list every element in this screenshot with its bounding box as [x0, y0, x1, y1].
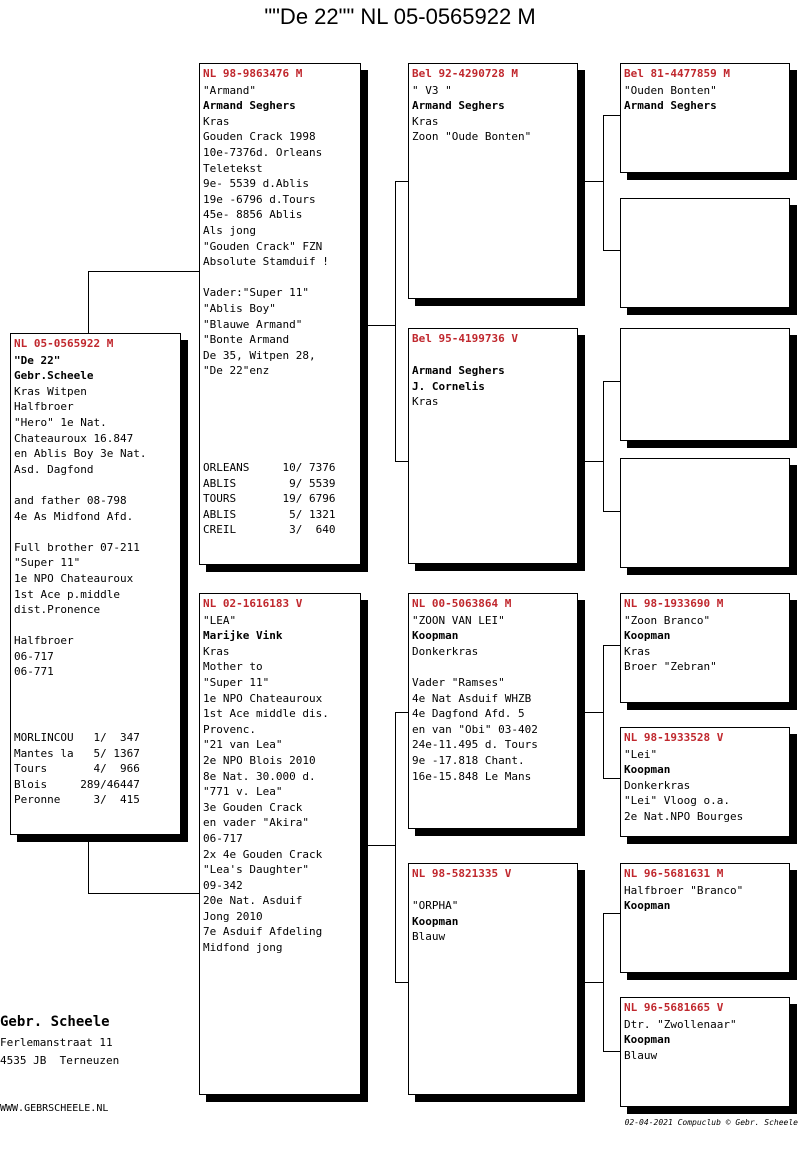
- pedigree-line: Als jong: [203, 223, 256, 237]
- father-card: [199, 63, 361, 565]
- pedigree-line: Jong 2010: [203, 909, 263, 923]
- grandsire-maternal-card: [408, 593, 578, 829]
- pedigree-line: 2x 4e Gouden Crack: [203, 847, 323, 861]
- result-line: Peronne 3/ 415: [14, 793, 140, 807]
- connector: [603, 250, 620, 251]
- pedigree-line: Absolute Stamduif !: [203, 255, 329, 269]
- result-line: ABLIS 5/ 1321: [203, 507, 336, 521]
- pedigree-line: Koopman: [624, 899, 671, 913]
- granddam-paternal-card: [408, 328, 578, 564]
- pedigree-line: Kras Witpen: [14, 384, 87, 398]
- pedigree-line: 10e-7376d. Orleans: [203, 145, 323, 159]
- pedigree-line: [412, 883, 574, 899]
- owner-address-city: 4535 JB Terneuzen: [0, 1054, 120, 1067]
- pedigree-line: 06-717: [203, 831, 243, 845]
- pedigree-line: "Super 11": [14, 556, 81, 570]
- pedigree-line: "21 van Lea": [203, 738, 283, 752]
- pedigree-line: "Lei" Vloog o.a.: [624, 794, 730, 808]
- pedigree-line: 1st Ace p.middle: [14, 587, 120, 601]
- ring-number: NL 02-1616183 V: [203, 597, 303, 610]
- subject-card: [10, 333, 181, 835]
- connector: [603, 645, 604, 778]
- pedigree-line: dist.Pronence: [14, 603, 101, 617]
- connector: [603, 115, 620, 116]
- pedigree-line: 8e Nat. 30.000 d.: [203, 769, 316, 783]
- connector: [395, 181, 408, 182]
- pedigree-line: "ZOON VAN LEI": [412, 613, 505, 627]
- pedigree-line: [14, 524, 177, 540]
- pedigree-line: "Ouden Bonten": [624, 83, 717, 97]
- page-title: ""De 22"" NL 05-0565922 M: [264, 4, 536, 29]
- pedigree-line: "De 22": [14, 353, 61, 367]
- pedigree-line: Asd. Dagfond: [14, 462, 94, 476]
- connector: [603, 913, 604, 1051]
- pedigree-line: en Ablis Boy 3e Nat.: [14, 447, 147, 461]
- ring-number: NL 05-0565922 M: [14, 337, 114, 350]
- pedigree-line: 19e -6796 d.Tours: [203, 192, 316, 206]
- pedigree-line: Koopman: [412, 914, 459, 928]
- pedigree-line: Halfbroer: [14, 634, 74, 648]
- pedigree-line: "Blauwe Armand": [203, 317, 303, 331]
- pedigree-line: en van "Obi" 03-402: [412, 722, 538, 736]
- pedigree-line: Broer "Zebran": [624, 660, 717, 674]
- pedigree-line: Halfbroer "Branco": [624, 883, 744, 897]
- pedigree-line: Koopman: [624, 1033, 671, 1047]
- connector: [395, 712, 408, 713]
- pedigree-line: Vader "Ramses": [412, 675, 505, 689]
- connector: [578, 982, 603, 983]
- pedigree-line: Marijke Vink: [203, 629, 283, 643]
- pedigree-line: "Ablis Boy": [203, 301, 276, 315]
- pedigree-line: 4e As Midfond Afd.: [14, 509, 134, 523]
- pedigree-line: 1e NPO Chateauroux: [14, 571, 134, 585]
- pedigree-line: Kras: [412, 395, 439, 409]
- result-line: Blois 289/46447: [14, 777, 140, 791]
- result-line: Mantes la 5/ 1367: [14, 746, 140, 760]
- pedigree-line: Vader:"Super 11": [203, 286, 309, 300]
- result-line: TOURS 19/ 6796: [203, 492, 336, 506]
- great-grandparent-card: [620, 458, 790, 568]
- connector: [395, 461, 408, 462]
- pedigree-line: 7e Asduif Afdeling: [203, 925, 323, 939]
- pedigree-line: J. Cornelis: [412, 379, 485, 393]
- pedigree-line: en vader "Akira": [203, 816, 309, 830]
- pedigree-line: [203, 270, 357, 286]
- pedigree-line: Donkerkras: [412, 644, 479, 658]
- granddam-maternal-card: [408, 863, 578, 1095]
- connector: [578, 712, 603, 713]
- pedigree-line: Zoon "Oude Bonten": [412, 130, 532, 144]
- pedigree-line: Blauw: [624, 1048, 658, 1062]
- results-list: [203, 460, 335, 538]
- connector: [603, 381, 620, 382]
- pedigree-line: "De 22"enz: [203, 364, 270, 378]
- pedigree-line: 24e-11.495 d. Tours: [412, 738, 538, 752]
- pedigree-line: "Zoon Branco": [624, 613, 711, 627]
- pedigree-line: Full brother 07-211: [14, 540, 140, 554]
- pedigree-line: "771 v. Lea": [203, 785, 283, 799]
- connector: [395, 712, 396, 982]
- pedigree-line: Kras: [203, 114, 230, 128]
- pedigree-line: Kras: [203, 644, 230, 658]
- pedigree-line: Provenc.: [203, 722, 256, 736]
- pedigree-line: 2e NPO Blois 2010: [203, 753, 316, 767]
- connector: [578, 461, 603, 462]
- pedigree-line: " V3 ": [412, 83, 452, 97]
- owner-name: Gebr. Scheele: [0, 1014, 110, 1030]
- connector: [603, 381, 604, 511]
- result-line: ORLEANS 10/ 7376: [203, 461, 336, 474]
- connector: [361, 845, 395, 846]
- connector: [578, 181, 603, 182]
- pedigree-line: Koopman: [624, 763, 671, 777]
- pedigree-line: 1st Ace middle dis.: [203, 707, 329, 721]
- pedigree-line: Blauw: [412, 930, 446, 944]
- website-link[interactable]: WWW.GEBRSCHEELE.NL: [0, 1103, 109, 1114]
- pedigree-line: 9e -17.818 Chant.: [412, 753, 525, 767]
- grandsire-paternal-card: [408, 63, 578, 299]
- pedigree-line: Koopman: [412, 629, 459, 643]
- pedigree-line: "ORPHA": [412, 899, 459, 913]
- pedigree-line: Koopman: [624, 629, 671, 643]
- connector: [88, 893, 200, 894]
- ring-number: NL 96-5681665 V: [624, 1001, 724, 1014]
- great-grandparent-card: [620, 863, 790, 973]
- pedigree-line: Kras: [624, 644, 651, 658]
- connector: [603, 913, 620, 914]
- connector: [88, 271, 200, 272]
- ring-number: Bel 81-4477859 M: [624, 67, 730, 80]
- pedigree-line: Armand Seghers: [203, 99, 296, 113]
- results-list: [14, 730, 140, 808]
- connector: [88, 271, 89, 333]
- pedigree-line: 06-771: [14, 665, 54, 679]
- pedigree-line: 06-717: [14, 649, 54, 663]
- result-line: CREIL 3/ 640: [203, 523, 336, 537]
- pedigree-line: 2e Nat.NPO Bourges: [624, 809, 744, 823]
- connector: [395, 982, 408, 983]
- pedigree-line: Gouden Crack 1998: [203, 130, 316, 144]
- owner-address-street: Ferlemanstraat 11: [0, 1036, 113, 1049]
- pedigree-line: "Hero" 1e Nat.: [14, 415, 107, 429]
- pedigree-line: "Lea's Daughter": [203, 863, 309, 877]
- pedigree-line: "Lei": [624, 747, 658, 761]
- great-grandparent-card: [620, 593, 790, 703]
- great-grandparent-card: [620, 328, 790, 441]
- owner-block: [0, 1013, 119, 1070]
- ring-number: NL 98-1933690 M: [624, 597, 724, 610]
- result-line: Tours 4/ 966: [14, 762, 140, 776]
- pedigree-line: 9e- 5539 d.Ablis: [203, 177, 309, 191]
- great-grandparent-card: [620, 198, 790, 308]
- pedigree-line: Halfbroer: [14, 400, 74, 414]
- pedigree-line: and father 08-798: [14, 493, 127, 507]
- great-grandparent-card: [620, 63, 790, 173]
- pedigree-line: [412, 659, 574, 675]
- ring-number: NL 96-5681631 M: [624, 867, 724, 880]
- ring-number: Bel 92-4290728 M: [412, 67, 518, 80]
- footer-credit: 02-04-2021 Compuclub © Gebr. Scheele: [624, 1118, 798, 1127]
- pedigree-line: Armand Seghers: [412, 364, 505, 378]
- pedigree-line: "Bonte Armand: [203, 333, 290, 347]
- pedigree-line: 1e NPO Chateauroux: [203, 691, 323, 705]
- ring-number: NL 98-5821335 V: [412, 867, 512, 880]
- mother-card: [199, 593, 361, 1095]
- pedigree-line: Mother to: [203, 660, 263, 674]
- great-grandparent-card: [620, 997, 790, 1107]
- connector: [361, 325, 395, 326]
- pedigree-line: "LEA": [203, 613, 237, 627]
- pedigree-line: Teletekst: [203, 161, 263, 175]
- pedigree-line: 3e Gouden Crack: [203, 800, 303, 814]
- result-line: ABLIS 9/ 5539: [203, 476, 336, 490]
- connector: [603, 1051, 620, 1052]
- pedigree-line: [14, 618, 177, 634]
- ring-number: Bel 95-4199736 V: [412, 332, 518, 345]
- pedigree-line: Armand Seghers: [624, 99, 717, 113]
- connector: [603, 778, 620, 779]
- pedigree-line: [412, 348, 574, 364]
- great-grandparent-card: [620, 727, 790, 837]
- pedigree-line: De 35, Witpen 28,: [203, 348, 316, 362]
- pedigree-line: "Super 11": [203, 675, 270, 689]
- result-line: MORLINCOU 1/ 347: [14, 731, 140, 744]
- pedigree-line: 4e Nat Asduif WHZB: [412, 691, 532, 705]
- pedigree-line: "Gouden Crack" FZN: [203, 239, 323, 253]
- pedigree-line: Dtr. "Zwollenaar": [624, 1017, 737, 1031]
- connector: [603, 645, 620, 646]
- pedigree-line: Armand Seghers: [412, 99, 505, 113]
- pedigree-line: Midfond jong: [203, 941, 283, 955]
- pedigree-line: Kras: [412, 114, 439, 128]
- connector: [603, 115, 604, 250]
- pedigree-line: 20e Nat. Asduif: [203, 894, 303, 908]
- connector: [88, 840, 89, 893]
- ring-number: NL 00-5063864 M: [412, 597, 512, 610]
- pedigree-line: Donkerkras: [624, 778, 691, 792]
- ring-number: NL 98-1933528 V: [624, 731, 724, 744]
- pedigree-line: 09-342: [203, 878, 243, 892]
- pedigree-line: 45e- 8856 Ablis: [203, 208, 303, 222]
- pedigree-line: 4e Dagfond Afd. 5: [412, 707, 525, 721]
- pedigree-line: "Armand": [203, 83, 256, 97]
- pedigree-line: Chateauroux 16.847: [14, 431, 134, 445]
- ring-number: NL 98-9863476 M: [203, 67, 303, 80]
- pedigree-line: 16e-15.848 Le Mans: [412, 769, 532, 783]
- connector: [395, 181, 396, 461]
- pedigree-line: [14, 477, 177, 493]
- connector: [603, 511, 620, 512]
- pedigree-line: Gebr.Scheele: [14, 369, 94, 383]
